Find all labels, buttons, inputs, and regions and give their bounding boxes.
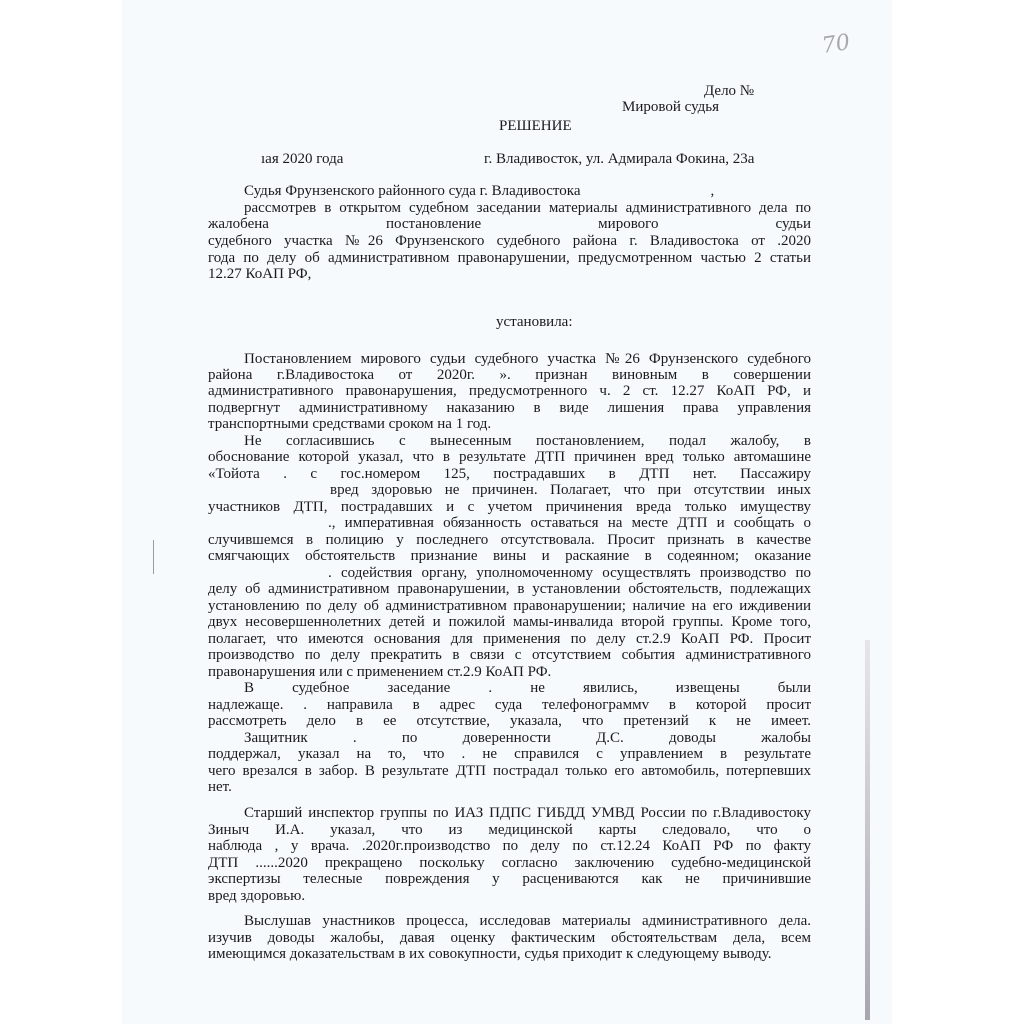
body-text: . не явились, извещены были xyxy=(488,680,811,696)
body-line: случившемся в полицию у последнего отсутствовала. Просит признать в качестве xyxy=(208,532,811,548)
body-text: ». признан виновным в совершении xyxy=(499,367,811,383)
intro-line: 12.27 КоАП РФ, xyxy=(208,266,312,282)
body-line xyxy=(244,730,811,746)
body-line: Старший инспектор группы по ИАЗ ПДПС ГИБДД УМВД России по г.Владивостоку xyxy=(244,805,811,821)
body-line: . содействия органу, уполномоченному осуществлять производство по xyxy=(328,565,811,581)
body-line: транспортными средствами сроком на 1 год. xyxy=(208,416,492,432)
body-text: района г.Владивостока от xyxy=(208,367,413,383)
body-text: 2020г. xyxy=(436,367,476,383)
body-text: экспертизы телесные повреждения у xyxy=(208,871,500,887)
intro-line xyxy=(208,233,811,249)
body-line: ., императивная обязанность оставаться на месте ДТП и сообщать о xyxy=(328,515,811,531)
body-text: .2020г.производство по делу по ст.12.24 КоАП РФ по факту xyxy=(361,838,812,854)
body-text: надлежаще. xyxy=(208,697,284,713)
body-line xyxy=(208,871,811,887)
intro-line xyxy=(208,216,811,232)
body-text: , у врача. xyxy=(274,838,350,854)
judge-label: Мировой судья xyxy=(622,99,720,115)
body-line: установлению по делу об административном правонарушении; наличие на его иждивении xyxy=(208,598,811,614)
body-text: . по доверенности xyxy=(352,730,551,746)
intro-text: Судья Фрунзенского районного суда г. Владивостока xyxy=(244,183,581,199)
handwritten-page-number: 70 xyxy=(820,30,852,59)
intro-text: на постановление мирового судьи xyxy=(254,216,811,232)
body-line xyxy=(208,855,811,871)
body-line: Выслушав унастников процесса, исследовав материалы административного дела. xyxy=(244,913,811,929)
body-line: изучив доводы жалобы, давая оценку фактическим обстоятельствам дела, всем xyxy=(208,930,811,946)
body-line xyxy=(208,746,811,762)
intro-text: жалобе xyxy=(208,216,255,232)
intro-line: рассмотрев в открытом судебном заседании материалы административного дела по xyxy=(244,200,811,216)
body-text: Защитник xyxy=(244,730,308,746)
body-line: подвергнут административному наказанию в виде лишения права управления xyxy=(208,400,811,416)
body-line: вред здоровью не причинен. Полагает, что при отсутствии иных xyxy=(330,482,811,498)
intro-text: , xyxy=(710,183,715,199)
body-line: вред здоровью. xyxy=(208,888,306,904)
intro-text: судебного участка №26 Фрунзенского судебного района г. Владивостока от xyxy=(208,233,765,249)
body-text: Не согласившись с вынесенным постановлением, xyxy=(244,433,645,449)
body-line xyxy=(208,367,811,383)
section-heading: установила: xyxy=(496,314,573,330)
body-text: наблюда xyxy=(208,838,263,854)
case-number-label: Дело № xyxy=(704,83,755,99)
body-line xyxy=(208,713,811,729)
body-line: чего врезался в забор. В результате ДТП пострадал только его автомобиль, потерпевших xyxy=(208,763,811,779)
body-line xyxy=(208,466,811,482)
court-address: г. Владивосток, ул. Адмирала Фокина, 23а xyxy=(484,151,755,167)
body-line: смягчающих обстоятельств признание вины и раскаяние в содеянном; оказание xyxy=(208,548,811,564)
body-line: участников ДТП, пострадавших и с учетом причинения вреда только имуществу xyxy=(208,499,811,515)
body-line: делу об административном правонарушении, в установлении обстоятельств, подлежащих xyxy=(208,581,811,597)
body-text: не имеет. xyxy=(736,713,812,729)
body-line xyxy=(244,433,811,449)
body-text: «Тойота xyxy=(208,466,260,482)
body-line: административного правонарушения, предусмотренного ч. 2 ст. 12.27 КоАП РФ, и xyxy=(208,383,811,399)
body-text: . не справился с управлением в результате xyxy=(461,746,811,762)
body-text: ДТП xyxy=(208,855,239,871)
body-line: имеющимся доказательствам в их совокупности, судья приходит к следующему выводу. xyxy=(208,946,772,962)
intro-text: .2020 xyxy=(777,233,812,249)
decision-date: ıая 2020 года xyxy=(261,151,344,167)
body-text: подал жалобу, в xyxy=(668,433,811,449)
body-text: поддержал, указал на то, что xyxy=(208,746,445,762)
intro-line xyxy=(244,183,714,199)
body-text: Зиныч И.А. указал, что из медицинской карты xyxy=(208,822,637,838)
body-line xyxy=(208,697,811,713)
body-line: нет. xyxy=(208,779,232,795)
body-text: с гос.номером xyxy=(310,466,421,482)
body-line xyxy=(208,838,811,854)
page-edge-shadow xyxy=(865,640,870,1020)
body-line: обоснование которой указал, что в результате ДТП причинен вред только автомашине xyxy=(208,449,811,465)
body-text: расцениваются как не причинившие xyxy=(522,871,812,887)
intro-line: года по делу об административном правонарушении, предусмотренном частью 2 статьи xyxy=(208,250,811,266)
body-line xyxy=(244,680,811,696)
body-text: ......2020 прекращено поскольку согласно заключению судебно-медицинской xyxy=(255,855,811,871)
body-line xyxy=(208,822,811,838)
body-text: . направила в адрес суда телефонограммv в которой просит xyxy=(303,697,812,713)
document-title: РЕШЕНИЕ xyxy=(499,118,572,134)
body-text: . xyxy=(283,466,287,482)
body-text: рассмотреть дело в ее отсутствие, указала, что претензий к xyxy=(208,713,717,729)
body-text: следовало, что о xyxy=(662,822,811,838)
body-text: 125, пострадавших в ДТП нет. Пассажиру xyxy=(443,466,812,482)
scan-artifact-mark xyxy=(153,540,154,574)
body-line: двух несовершеннолетних детей и пожилой мамы-инвалида второй группы. Кроме того, xyxy=(208,614,811,630)
body-text: Д.С. доводы жалобы xyxy=(596,730,812,746)
body-line: Постановлением мирового судьи судебного участка №26 Фрунзенского судебного xyxy=(244,351,811,367)
body-text: В судебное заседание xyxy=(244,680,451,696)
body-line: правонарушения или с применением ст.2.9 КоАП РФ. xyxy=(208,664,552,680)
body-line: полагает, что имеются основания для применения по делу ст.2.9 КоАП РФ. Просит xyxy=(208,631,811,647)
body-line: производство по делу прекратить в связи с отсутствием события административного xyxy=(208,647,811,663)
